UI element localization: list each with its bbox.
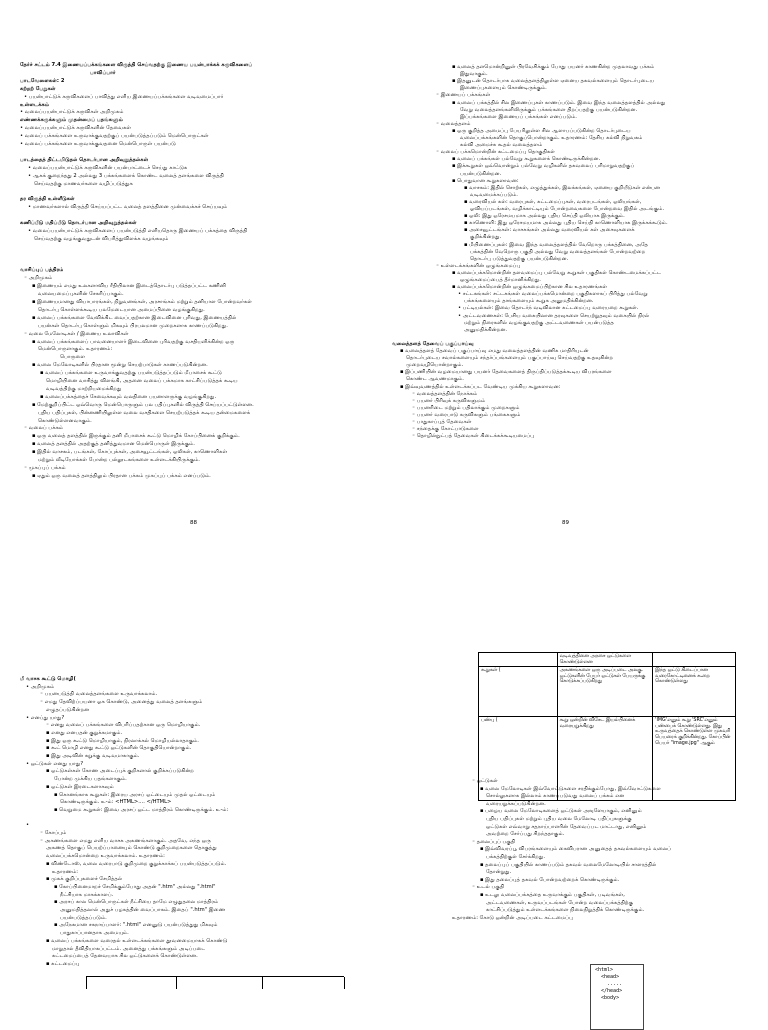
text-line: பயன்கள் தொடர்பு கொள்ளும் மிகவும் பிரபலமான முறைகளாக காணப்படுகிறது. [38, 322, 228, 329]
text-line: ◦ உடல் பகுதி [472, 884, 505, 891]
text-line: ◦ பயனர் வரைபாடு கருவிகளும் பங்கைகளும் [412, 411, 521, 418]
text-line: எண்ணக்கருக்களும் முதன்மைப் பதங்களும் [20, 117, 123, 124]
text-line: தர விருத்தி உள்ளீடுகள் [20, 196, 75, 203]
text-line: ▪ இக்கூறுகள் ஒவ்வொன்றும் பல்வேறு வழிகளில் தகவலைப் பரிமாறுவதற்குப் [452, 163, 635, 170]
text-line: ◦ ஒட்டுகள் [472, 778, 498, 784]
text-line: ஒட்டுகள் எவ்வாறு சதநாய்பாளரின் தேவைப்பட மாட்டாது, எனினும் [486, 823, 647, 830]
text-line: பக்கத்தின் வேறொரு பகுதி அல்லது வேறு வலைத்தளங்கள் போன்றவற்றை [470, 248, 646, 255]
text-line: அனுமதித்தலால் அதுச் பழகத்தின் வைப்பாகம். இதைப் ".htm" இணை [60, 907, 226, 913]
text-line: அனுமதிக்கின்றன. [464, 326, 508, 333]
text-line: வலைத்தளத் தேவைப் பகுப்பாய்வு [392, 340, 474, 347]
text-line: ◦ வலைத்தளத்தின் நோக்கம் [412, 390, 478, 397]
text-line: பாடவேளைகள்: 2 [20, 77, 65, 84]
text-line: ▪ வலைப் பக்கங்களை உருவாக்குவதற்கு பயன்படுத்தப்படும் மீபாசைக் கூட்டு [40, 370, 222, 377]
text-line: வடிவத்திற்கு மாற்றியமைக்கிறது [46, 385, 122, 392]
table-cell [479, 653, 558, 667]
page-lower-right [392, 650, 752, 1024]
text-line: கட்டமைப்பைத் தேனவயாக சில ஒட்டுகளைக் கொண்டுள்ளன. [52, 953, 198, 960]
text-line: • [26, 822, 30, 829]
text-line: ◦ அறிமுகம் [24, 275, 53, 282]
text-line: ▪ அநேகமான சகநாய்பாளர்: ".html" எனனுடு பயன்படுத்துது மிகவும் [54, 922, 218, 929]
table-stub [86, 976, 344, 989]
text-line: ▪ வலைத்தளத் தேவைப் பகுப்பாய்வு எமது வலைத்தளத்தின் வணிக மாதிரியுடன் [400, 348, 589, 354]
text-line: ◦ பயனர் பிரிவுக் கருவிகளுமம் [412, 397, 486, 404]
text-line: ◦ அகணங்களை எமது எளிய வாசக அகணங்களாகும். அதவே, எந்த ஒரு [40, 837, 211, 844]
text-line: போன்ற முக்கிய பதங்களாகும். [54, 776, 127, 783]
text-line: ▪ வலைப் பக்கத்தில் சில இணைப்புகள் காணப்படும். இவை இந்த வலைத்தளத்தில் அல்லது [452, 99, 666, 106]
text-line: புதிய பதிப்புகள் மற்றும் புதிய வலை மேலோடி பதிப்புகளுக்கு [486, 816, 632, 822]
text-line: ▪ வலைத் தளமொன்றினுள் பிரவேசிக்கும் போது பயனர் காணகின்ற முதலாவது பக்கம் [452, 64, 655, 70]
text-line: ◦ இணையப் பக்கங்கள் [436, 92, 491, 99]
text-line: ▪ கூட் மொழி எனது கூட்டு ஒட்டுகளின் தொகுதியொன்றாகும். [46, 745, 192, 752]
text-line: • பட்டியல்கள்: இவை தொடர்ந் வடிவிலான கட்டமைப்பு வரையறை கூறுகள். [458, 305, 639, 312]
text-line: • ஆகக் குறைந்தது 2 அல்லது 3 பக்கங்களைக் கொண்ட வலைத் தளங்களை விருத்தி [28, 172, 224, 179]
text-line: ◦ பாதுகாப்புத் தேவைகள் [412, 419, 472, 425]
page-number: 89 [562, 520, 569, 526]
text-line: ▪ மேற்குறிப்பிட்ட ஒவ்வொரு மென்பொருளும் பல பதிப்புகளில் விருத்தி செய்யப்பட்டுள்ளன. [32, 401, 254, 408]
text-line: • அட்டவணைகள்: பேசிய வகையிலான தரவுகளை செயற்றுதவும் வகையில் நிரல் [458, 312, 650, 319]
text-line: பயன்படுத்தப்படும். [60, 914, 107, 921]
text-line: ◦ தொழில்நுட்பத் தேவைகள் கிடைக்கக்கூடியமைப்பு [412, 433, 535, 440]
text-line: • வலைப்பயன்பாட்டுக் கருவிகளைப் பயன்படுத்தி எளியதொரு இணையப் பக்கத்தை விருத்தி [28, 227, 248, 234]
text-line: ◦ எமது தேவிற்ப்பயனா ஓக கொண்டு, அனைத்து வலைத் தளங்களும் [40, 699, 203, 706]
text-line: குறிக்கின்றது. [470, 234, 502, 241]
text-line: வலைப்பக்கங்களின் தொகுப்பொன்றாகும். உதாரணம்: தேசிய கல்வி நிறுவகம் [460, 135, 643, 141]
text-line: ▪ வலைப் பக்கங்களை வேவிக்கிட வைப்பதற்கான இடைவினை புரிவது, இணையத்தில் [32, 314, 237, 321]
text-line: ஓவியப்படங்கள், வழிக்காட்டியும் போன்றவைகளை போன்றவை இதில் அடங்கும். [470, 206, 665, 212]
table-cell: கூறு ஒன்றின் விசேட இயல்பினைக் வரையறுக்கிறது [557, 717, 653, 801]
text-line: ▪ இவ்வுவணத்தில் உள்ளடக்கப்பட வேண்டிய முக்கிய கூறுகளாவன: [400, 383, 561, 390]
text-line: அகணத் தொகுப் பெயற்ப்பானையும் கொண்டு குறிமுறைகளை தொகுத்து [46, 845, 217, 852]
text-line: நீட்சியாக மாகக்காளப். [60, 891, 114, 898]
text-line: ▪ வலைப் பக்கங்களைப் பாவனையாளர் இடைவினை புரிவதற்கு வசதியளிக்கின்ற ஒரு [32, 338, 235, 345]
text-line: ▪ இதில் வாசகம், படங்கள், கோப்புக்கள், அசைவூட்டங்கள், ஒலிகள், காணொளிகள் [32, 449, 228, 456]
page-lower-left [20, 650, 380, 1024]
code-line: <body> [595, 995, 620, 1001]
text-line: ▪ பொதுவான கூறுகளாவன: [452, 177, 519, 184]
text-line: ◦ சந்தைக்கு கோட்பாடுகளை [412, 426, 479, 433]
text-line: ▪ தலைப்புப் பகுதியில் காணப்படும் தகவல் வலைமேலோடியில் சாளரத்தில் [480, 861, 657, 868]
table-column-line [86, 977, 87, 989]
text-line: மற்றும் வீடியோக்கள் போன்ற பல்லூடகங்களை உள்ளடக்கியிருக்கும். [38, 457, 200, 463]
text-line: ▪ வலை மேலோடிகளில் பிரதான மூன்று செயற்பாடுகள் காணப்படுகின்றன. [32, 362, 208, 369]
text-line: ◦ பயனரிடை மற்றும் பதிலாக்கும் முறைகளும் [412, 404, 520, 411]
text-line: மற்றும் நிரைகளில் வழங்குவதற்கு அட்டவணைகள் பயன்படுத்த [464, 319, 614, 326]
text-line: புதிய பதிப்புகள், பின்னணியிலுள்ள வலை வசதிகளை செயற்படுத்தக் கூடிய தன்மைகளைக் [38, 409, 251, 416]
text-line: தேர்ச் சட்டம் 7.4 இணையப்பக்கங்களை விருத்தி செய்வதற்கு இணைய பயன்பாக்கக் கருவிகளைப் [20, 62, 253, 68]
text-line: ▪ ஒட்டுகள்கள் கோண அடைப்புக் குறிகளால் குறிக்கப்படுகின்ற [46, 768, 194, 775]
text-line: ◦ வலைப் பக்கம் [24, 425, 64, 432]
text-line: ◦ வலைப் பக்கமொன்றின் கட்டமைப்பு தொகுதிகள் [436, 149, 555, 156]
text-line: செய்வதற்கு மாணவர்களை வழிப்படுத்துக [34, 180, 133, 187]
text-line: வேறு வலைத்தளங்களிலிருக்கும் பக்கங்களை திறப்பதற்கு பயன்படுகின்றன. [460, 106, 638, 113]
text-line: வரையறுக்கப்படுகின்றன. [486, 800, 546, 807]
text-line: ▪ வலைப் பக்கங்கள் பல்வேறு கூறுகளைக் கொண்டிருக்கின்றன. [452, 156, 601, 163]
text-line: பொருளை [60, 354, 86, 361]
text-line: ▪ கொனங்காக கூறுகள்: இரைய அரசப் ஒட்டையும் முதல் ஒட்டையும் [54, 791, 216, 798]
code-line: <html> [595, 967, 614, 973]
text-line: மாறுதால் தீவிதியாகப்பட்டம். அனைத்து பக்கங்களும் அடிப்படை [52, 945, 206, 952]
text-line: ◦ வலை மேலோடிகள் / இணைய உலாவிகள் [24, 330, 129, 337]
text-line: ◦ தலைப்புப் பகுதி [472, 838, 516, 845]
text-line: ▪ இதனுடன் தொடர்பாக வலைத்தளத்திலுள்ள ஏனைய தகவல்களையும் தொடர்புடைய [452, 78, 655, 85]
text-line: மென்பொருளாகும். உதாரணம்: [38, 346, 113, 353]
text-line: தொடர்பு கொள்ளக்கூடிய பலமேடையான அமைப்பினை வழங்குகிறது. [38, 306, 205, 313]
text-line: ▪ ஏதும் ஒரு வலைத் தளத்திலும் பிரதான பக்கம் முகப்புப் பக்கம் எனப்படும். [32, 472, 211, 479]
text-line: • மாணவர்களால் விருத்தி செய்யப்பட்ட வலைத் தளத்தினை முன்வைக்கச் செய்யவும் [28, 204, 228, 211]
text-line: தோன்றுது. [486, 869, 512, 876]
text-line: கணிப்பீடு மதிப்பீடு தொடர்பான அறிவுறுத்தல்கள் [20, 220, 137, 226]
text-line: மொழியினை வாசித்து விளங்கி, அதனை வலைப் பக்கமாக காட்சிப்படுத்தக் கூடிய [46, 378, 238, 384]
text-line: மீ வாசக கூட்டு மொழி( [20, 676, 76, 682]
text-line: உதாரணம்: கோடு ஒன்றின் அடிப்படை கட்டமைப்பு [452, 914, 573, 921]
html-terms-table [478, 652, 736, 801]
text-line: ▪ ஒலி: இது ஒரேசமயமாக அல்லது புதிய செய்தி ஒலியாக இருக்கும். [464, 213, 625, 220]
text-line: ▪ வெறுமை கூறுகள்: இவை அரசப் ஒட்ட மாத்திரம் கொண்டிருக்கும். உ-ம்: [54, 806, 229, 813]
table-cell: இந்த ஒட்டு கிடைப்பான வரைகோட்டினைக் கூறை கொண்டுள்ளது [653, 667, 736, 717]
text-line: ▪ இது அடிவின் சுறுக்கு வடிவமாகாகும். [46, 753, 140, 759]
text-line: ▪ இணையமானது வியாபாரங்கள், நிறுவனங்கள், அரசாங்கம் மற்றும் தனியாள போன்றவர்கள் [32, 299, 252, 305]
text-line: எழுதப்படுகின்றன [46, 706, 90, 713]
text-line: ▪ வாசகம்: இதில் சொற்கள், எழுத்துக்கள், இலக்கங்கள், ஏனைய குறியீடுகள் என்பன [464, 184, 661, 191]
table-cell: அகணங்களை ஒரு அடிப்படை அலகு. ஒட்டுகளின் பேயர் ஒட்டுகள் பேயருக்கு கொடுக்கப்படுகிறது [557, 667, 653, 717]
page-88 [20, 50, 380, 530]
text-line: ◦ உள்ளடக்கங்களின் ஒழுங்கமைப்பு [436, 262, 521, 269]
text-line: ▪ இது தலைப்புத் தகவல் போன்றவற்றைக் கொண்டிருக்கும். [480, 876, 620, 883]
text-line: பயன்படுகின்றன. [460, 170, 502, 177]
table-cell [653, 653, 736, 667]
text-line: ▪ விண்டோஸ், வலை வரைபாடு குறிமுறை குறுக்காக்கப் பயன்படுத்தப்படும். [46, 860, 227, 867]
text-line: இதுவாகும். [460, 71, 488, 78]
text-line: ▪ வலைப்பக்கத்தைச் சேவைக்கவும் வலதினை பயனாளருக்கு வழங்குகிறது. [40, 393, 217, 400]
text-line: பக்கங்களையும் தாங்களையும் கூறுக அனுமதிக்கின்றன. [464, 298, 594, 305]
text-line: செய்வதற்கு வழங்குவதுடன் விபரித்துவிளக்க வழங்கவும் [34, 235, 169, 242]
text-line: • வலைப் பக்கங்களை உருவாக்குவதற்குப் பயன்படுத்தப்படும் மென்பொருட்கள் [20, 133, 209, 140]
text-line: பாவிப்பார் [90, 69, 116, 76]
text-line: ▪ கட்டமைப்பு [46, 960, 80, 967]
table-cell: பண்பு ( [479, 717, 558, 801]
text-line: ◦ எனது வலைப் பக்கங்களை விபரிப்பதற்கான ஒரு மொழியாகும். [46, 722, 201, 729]
text-line: இணைப்புகளையும் கொண்டிருக்கும். [460, 85, 547, 92]
text-line: வலையமைப்புகளின் சேகரிப்பாகும். [38, 291, 124, 298]
text-line: ◦ பயனபடுத்தி வலைத்தளங்களை உருவாக்கலாம். [40, 691, 158, 698]
text-line: ▪ கோப்பினைமாறச் சேமிக்கும்போது அதன் ".htm" அல்லது ".html" [54, 883, 216, 890]
text-line: ▪ இது ஒரு கூட்டு மொழியாகும், நிரலாக்கல் மொழியல்லாதாகும். [46, 737, 199, 744]
text-line: இப்பக்கங்களை இணையப் பக்கங்கள் எனப்படும். [460, 113, 577, 120]
text-line: • அறிமுகம் [26, 683, 55, 690]
code-line: ..... [595, 981, 623, 987]
text-line: • வலைப்பயன்பாட்டுக் கருவிகளின் தேவைகள் [20, 125, 132, 132]
text-line: கொண்டிருக்கும். உ-ம்: <HTML>.... </HTML> [60, 799, 172, 806]
code-line: </head> [595, 988, 623, 994]
text-line: காட்சிப்படுத்தும் உள்ளடக்கங்களை நிலைநிறுத்திக் கொண்டிருக்கும். [486, 907, 645, 914]
text-line: ▪ இவ்விவரப்பூ விபரங்களையும் கைவிபரான அனுதைத் தகவல்களையும் வலைப் [480, 846, 672, 853]
text-line: வடிவமைக்கப்படும். [470, 191, 518, 198]
text-line: • எனப்து யாது? [26, 714, 65, 721]
text-line: ▪ வலைப்பக்கமொன்றின் ஒழுங்கமைப்பிற்கான சில உதாரணங்கள் [452, 284, 608, 291]
text-line: அவற்றை சேர்ப்பது சிறந்ததாகும். [486, 831, 565, 838]
text-line: சொல்லுகளாக இல்லாம் காணப்படுவது வலைப் பக்கம் என [486, 793, 625, 800]
table-row [479, 653, 736, 667]
text-line: • வலைப்பயன்பாட்டுக் கருவிகள் அறிமுகம் [20, 109, 124, 116]
text-line: தொடர்பு படுத்துவதற்கு பயன்படுகின்றன. [470, 255, 569, 262]
text-line: முறைவழியொன்றாகும். [406, 362, 464, 369]
text-line: தொடர்புடைய சவால்களையும் சந்தர்ப்பங்களையும் பகுப்பாய்வு செய்வதற்கு உதவுகின்ற [406, 355, 613, 362]
text-line: ▪ ஒட்டுகள் இரடைகளாகவும் [46, 783, 114, 790]
text-line: பாதுகாப்பானதாக அமையும். [60, 930, 129, 937]
page-number: 88 [190, 520, 197, 526]
text-line: ▪ ஒரு வலைத் தளத்தில் இருக்கும் தனி மீபாசைக் கூட்டு மொழிக் கோப்பினைக் குறிக்கும். [32, 433, 240, 440]
text-line: ▪ முகக் குறிப்புகளைச் சேமித்தல் [46, 876, 123, 883]
code-line: <head> [595, 974, 620, 980]
text-line: அட்டவணைகள், உருவப்படங்கள் போன்ற வலைப்பக்கத்திற்கு [486, 899, 634, 906]
table-cell: 'IMG'எனும் கூறு 'SRC'எனும் பண்பைக் கொண்டுள்ளது. இது உருவத்தைக் கொண்டுள்ள முகவரி பெயரைக் குறிக்கின்றது. கோப்பின் பெயர் "image.jpg" ஆகும் [653, 717, 736, 801]
text-line: ▪ பழைய வலை மேலோடிகளைத் ஒட்டுகள் அஙுளேயாகும், எனினும் [480, 808, 642, 815]
text-line: ▪ வரைவியல் கள்: வரைபுகள், கட்டமைப்புகள், வரைபடங்கள், ஒலியங்கள், [464, 198, 642, 205]
text-line: உதாரணம்: [52, 868, 78, 875]
text-line: பக்கத்திற்குள் சேர்க்கிறது. [486, 854, 546, 860]
text-line: கொண்டுள்ளனவாகும். [38, 417, 92, 424]
text-line: உள்ளடக்கம் [20, 101, 50, 108]
text-line: ▪ இப்பணியின் வழமையானது பயனர் தேவைகளைத் திருப்திப்படுத்தக்கூடிய விபரங்களை [400, 369, 612, 376]
text-line: ஒழுங்கமைப்பைத் தீர்மானிக்கிறது. [460, 277, 541, 283]
text-line: பாடத்தைத் திட்டமிடுதல் தொடர்பான அறிவுறுத்தல்கள் [20, 156, 149, 163]
text-line: ▪ மீயிணைப்புகள்: இவை இந்த வலைத்தளத்தில் வேறொரு பக்கத்தினை, அதே [464, 241, 649, 248]
text-line: ▪ உடலு வலைப்பக்கத்தை உருவாக்கும் பகுதிகள், படிவங்கள், [480, 892, 625, 898]
table-cell: வடிவத்தினை அரசை ஒட்டுகளை கொண்டுள்ளன [557, 653, 653, 667]
page-89 [392, 50, 752, 530]
text-line: ▪ காணொளி: இது ஒரேசமயமாக அல்லது புதிய செய்தி காணொளியாக இருக்கக்கூடும். [464, 220, 668, 227]
table-row [479, 667, 736, 717]
text-line: • சட்டகங்கள்: சட்டகங்கள் வலைப்பக்கமொன்றை பகுதிகளாகப் பிரித்து பல்வேறு [458, 291, 648, 298]
text-line: • பயன்பாட்டுக் கருவிகளைப் பாவித்து எளிய இணையப்பக்கங்களை வடிவமைப்பார் [24, 93, 224, 100]
text-line: ◦ வலைத்தளம் [436, 120, 471, 127]
text-line: ▪ வலைப் பக்கங்களை வரைதல் உள்ளடக்கங்களை தூவனமையாகக் கொண்டு [46, 937, 228, 944]
text-line: ◦ முகப்புப் பக்கம் [24, 464, 66, 471]
text-line: கற்றற் பேறுகள் [20, 85, 56, 92]
text-line: ▪ ஒரு குறித்த அமைப்பு பேயரிலுள்ள சில ஆளாபப்படுகின்ற தொடர்புடைய [452, 127, 631, 134]
text-line: ▪ இணையம் எமது உலகளாவிய ரீதியிலான இடைத்தொடர்பு படுத்தப்பட்ட கணினி [32, 283, 227, 290]
text-line: • வலைப் பக்கங்களை உருவாக்குவதனை மென்பொருள் பயன்படு [20, 141, 176, 147]
text-line: ▪ அசைவூட்டங்கள்: வாசகங்கள் அல்லது வரைவியல் கள் அசைவுகளைக் [464, 227, 635, 234]
text-line: வலைப்பக்கமொன்றை உருவாக்கலாம். உதாரணம்: [46, 853, 165, 860]
table-column-line [262, 977, 263, 989]
text-line: வாசிப்புப் பத்திரம் [20, 267, 64, 274]
text-line: ▪ அரசப் கால மென்பொருட்கள் நீட்சியை தாமே எழுதுதலை மாத்திரம் [54, 899, 219, 906]
table-column-line [176, 977, 177, 989]
text-line: • ஒட்டுகள் எனது யாது? [26, 760, 84, 767]
text-line: ◦ கோப்பும் [40, 830, 67, 836]
table-column-line [344, 977, 345, 989]
text-line: ▪ எனது எனபதன் குறுக்கமாகும். [46, 729, 123, 736]
text-line: கல்வி அமைச்சு கூதல் வலைத்தளம் [460, 142, 543, 149]
text-line: ▪ வலைப்பக்கமொன்றின் தளவமைப்பு பல்வேறு கூறுகள் பகுதிகள் கொண்டமைக்கப்பட்ட [452, 269, 662, 276]
text-line: • வலைப்பயன்பாட்டுக் கருவிகளின் பயன்பாட்டைச் செய்து காட்டுக [28, 164, 188, 171]
html-structure-code-box [590, 964, 644, 1030]
text-line: ▪ வலைத் தளத்தில் அதற்குத் தனித்துவமான மென்பொருள் இருக்கும். [32, 441, 195, 448]
text-line: கொண்ட ஆவணமாகும். [406, 376, 464, 383]
text-line: ▪ வலை மேலோடிகள் இவ்வோட்டுகளை சரதிக்கும்போது, இவ்வோட்டுகளை [480, 785, 661, 792]
table-cell: கூறுகள் ( [479, 667, 558, 717]
